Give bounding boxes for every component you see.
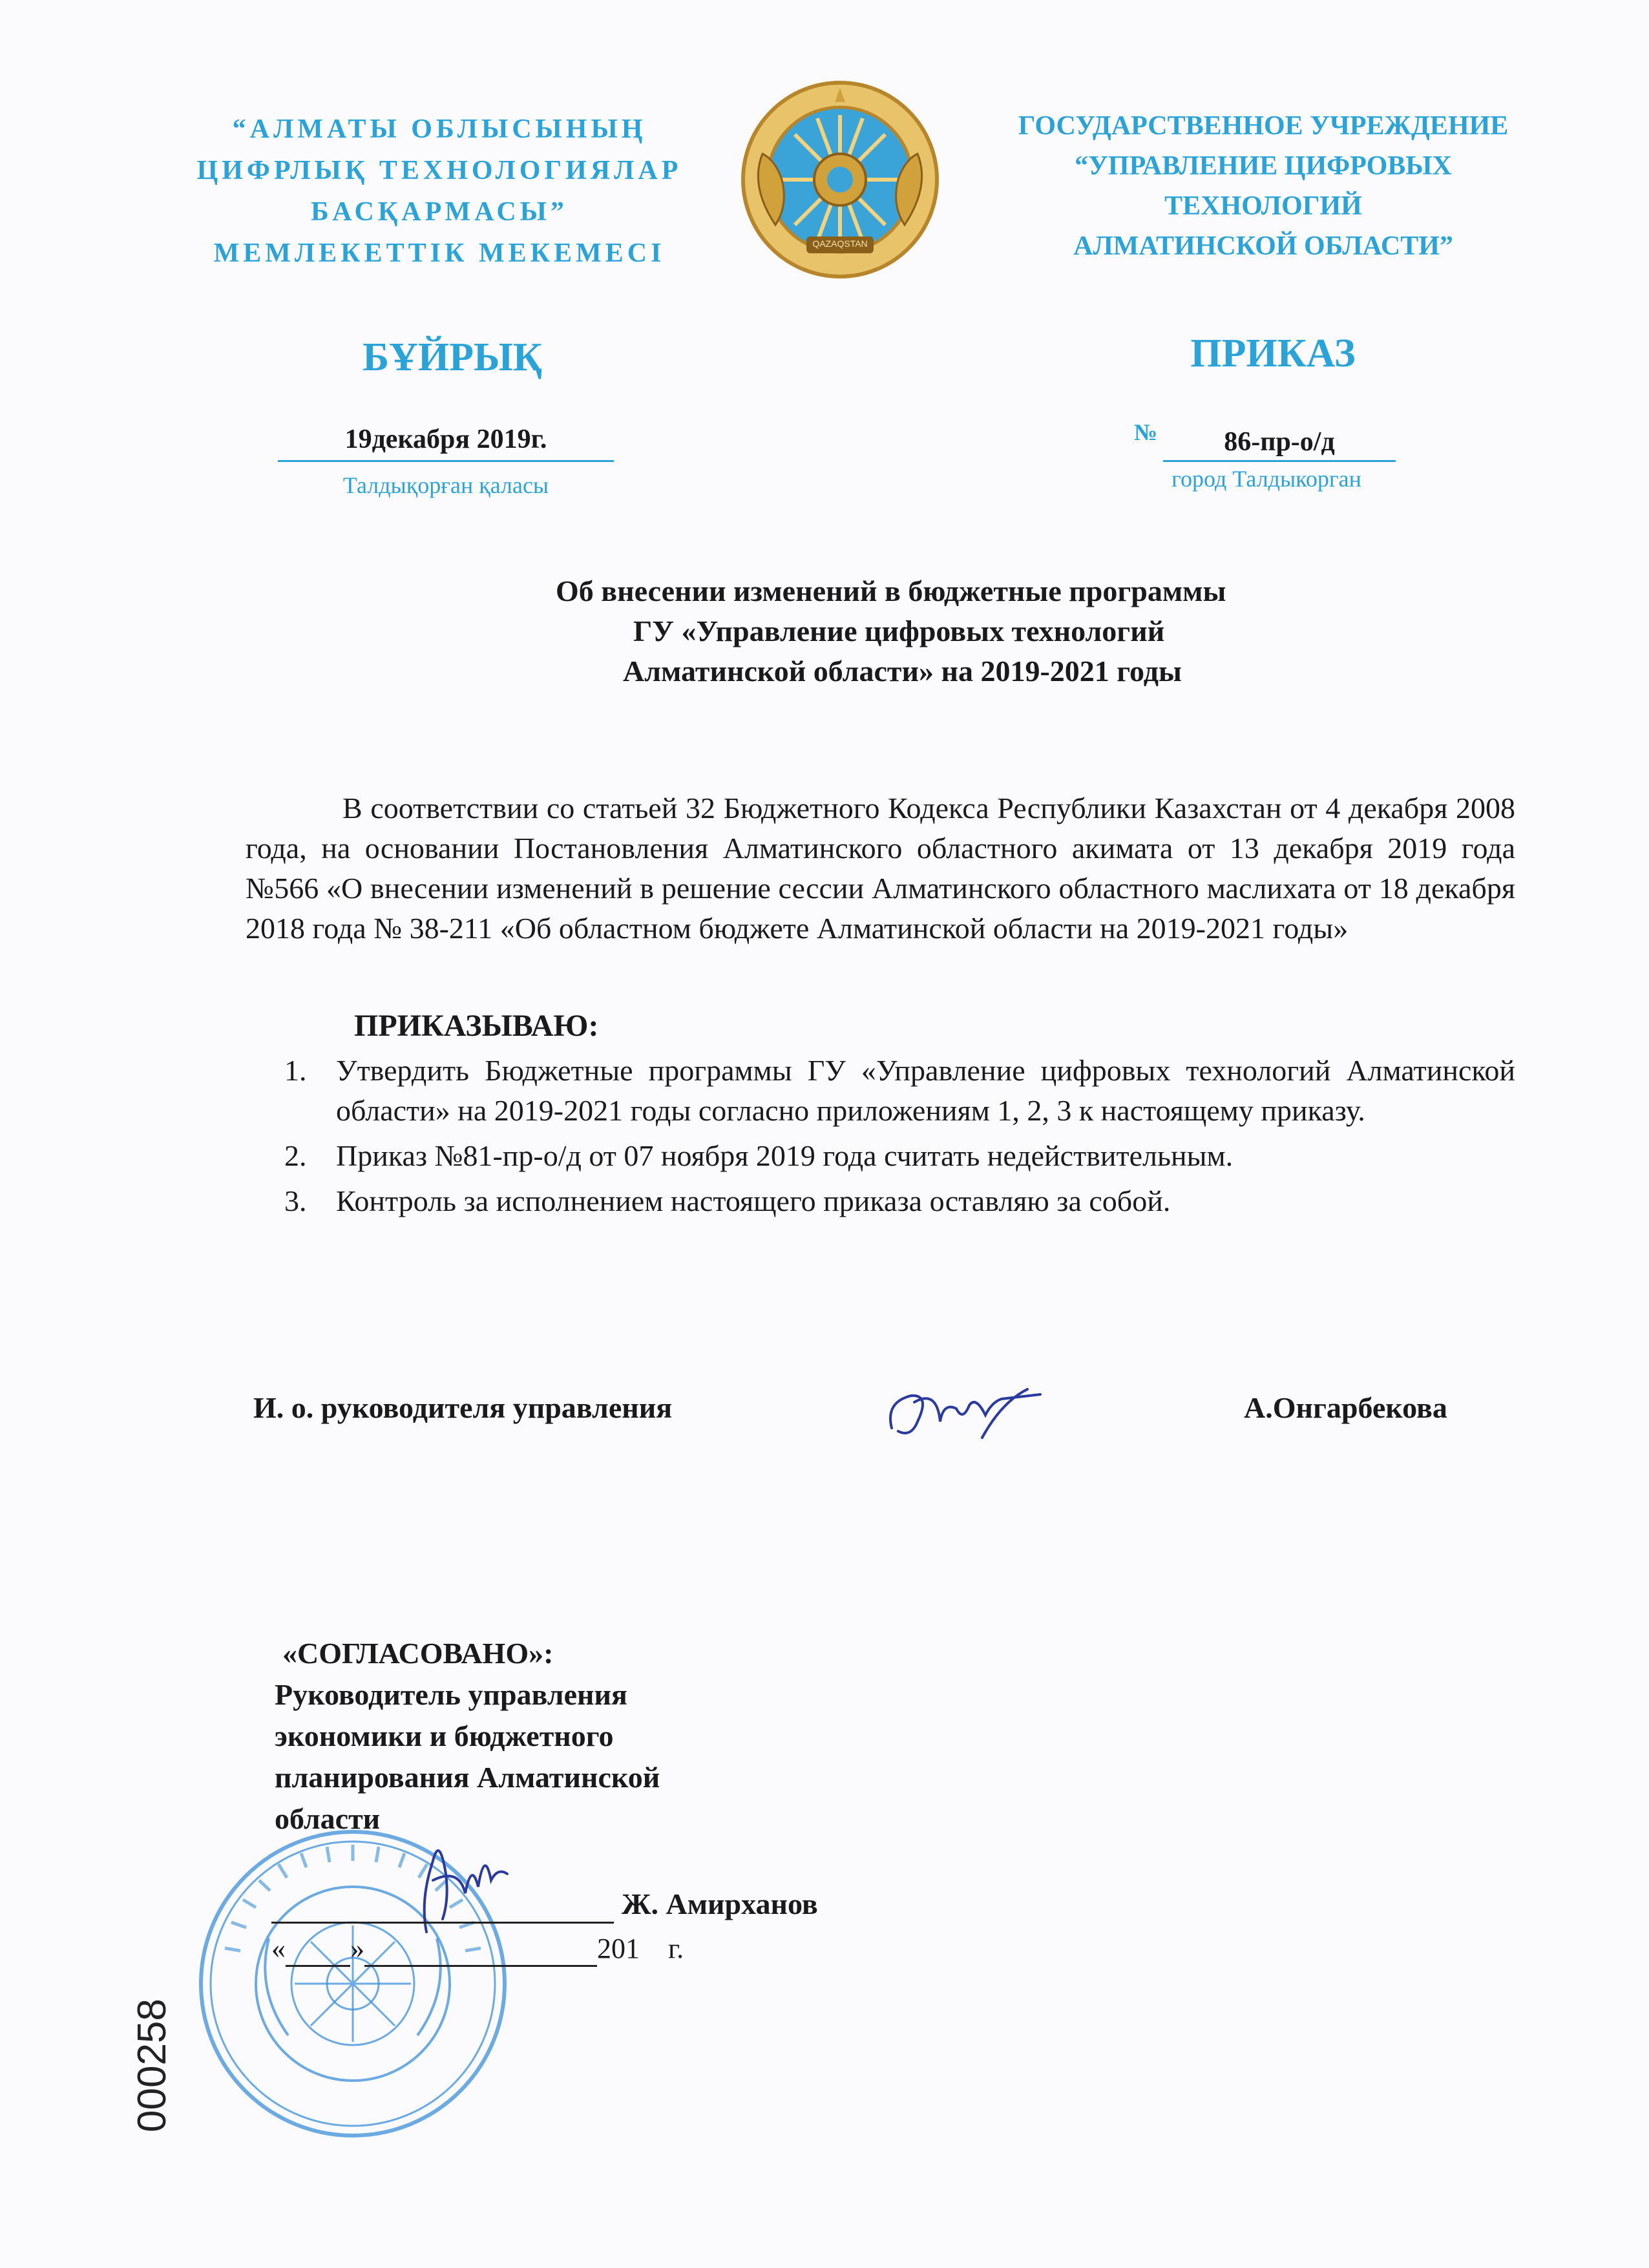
preamble-paragraph: В соответствии со статьей 32 Бюджетного Кодекса Республики Казахстан от 4 декабря 2008 года, на основании Постановления Алматинского областного акимата от 13 декабря 2019 года №566 «О внесении изменений в решение сессии Алматинского областного маслихата от 18 декабря 2018 года № 38-211 «Об областном бюджете Алматинской области на 2019-2021 годы» xyxy=(246,792,1515,945)
handwritten-signature-icon xyxy=(879,1376,1060,1447)
state-emblem-icon xyxy=(737,76,943,283)
ru-org-line-1: ГОСУДАРСТВЕННОЕ УЧРЕЖДЕНИЕ xyxy=(1018,111,1509,141)
signatory-name: А.Онгарбекова xyxy=(1244,1391,1447,1424)
date-close-quote: » xyxy=(350,1933,364,1964)
agreed-line-2: экономики и бюджетного xyxy=(275,1719,614,1752)
agreed-label: «СОГЛАСОВАНО»: xyxy=(282,1637,554,1670)
ru-organization-name xyxy=(956,106,1570,266)
day-blank xyxy=(286,1932,350,1967)
emblem-label: QAZAQSTAN xyxy=(812,238,868,249)
number-sign: № xyxy=(1134,419,1158,445)
kz-org-line-2: ЦИФРЛЫҚ ТЕХНОЛОГИЯЛАР xyxy=(196,156,682,185)
serial-number: 000258 xyxy=(130,1999,174,2132)
heading-line-1: Об внесении изменений в бюджетные программы xyxy=(556,574,1226,607)
city-ru: город Талдыкорган xyxy=(1171,466,1361,492)
date-open-quote: « xyxy=(271,1933,286,1964)
date-suffix: г. xyxy=(668,1933,684,1964)
list-item-number: 3. xyxy=(284,1184,307,1217)
month-blank xyxy=(364,1932,597,1967)
agreed-name: Ж. Амирханов xyxy=(622,1887,818,1920)
order-word: ПРИКАЗЫВАЮ: xyxy=(354,1009,599,1043)
date-year: 201 xyxy=(597,1933,640,1964)
kz-org-line-4: МЕМЛЕКЕТТІК МЕКЕМЕСІ xyxy=(213,238,666,268)
ru-org-line-3: ТЕХНОЛОГИЙ xyxy=(1164,191,1362,221)
agreed-block xyxy=(275,1633,660,1840)
list-item-text: Приказ №81-пр-о/д от 07 ноября 2019 года считать недействительным. xyxy=(336,1139,1234,1172)
list-item-text: Контроль за исполнением настоящего приказа оставляю за собой. xyxy=(336,1184,1171,1217)
order-items-list xyxy=(284,1051,1515,1226)
list-item xyxy=(284,1051,1515,1131)
agreed-line-3: планирования Алматинской xyxy=(275,1761,660,1794)
city-kz: Талдықорған қаласы xyxy=(342,472,549,498)
list-item-text: Утвердить Бюджетные программы ГУ «Управление цифровых технологий Алматинской области» на 2019-2021 годы согласно приложениям 1, 2, 3 к настоящему приказу. xyxy=(336,1054,1515,1127)
list-item xyxy=(284,1136,1515,1176)
doc-type-ru: ПРИКАЗ xyxy=(1190,331,1356,375)
kz-org-line-1: “АЛМАТЫ ОБЛЫСЫНЫҢ xyxy=(232,114,647,144)
kz-org-line-3: БАСҚАРМАСЫ” xyxy=(311,197,568,227)
doc-type-kz: БҰЙРЫҚ xyxy=(362,335,542,379)
list-item xyxy=(284,1181,1515,1221)
list-item-number: 1. xyxy=(284,1054,307,1087)
document-heading xyxy=(556,571,1460,691)
heading-line-3: Алматинской области» на 2019-2021 годы xyxy=(623,655,1182,688)
kz-organization-name xyxy=(149,109,730,274)
list-item-number: 2. xyxy=(284,1139,307,1172)
agreed-date-blank xyxy=(271,1932,684,1967)
agreed-line-4: области xyxy=(275,1802,381,1835)
order-number: 86-пр-о/д xyxy=(1224,427,1335,457)
agreed-signature-line xyxy=(271,1896,614,1924)
signatory-role: И. о. руководителя управления xyxy=(253,1391,673,1424)
order-date: 19декабря 2019г. xyxy=(344,425,547,454)
ru-org-line-4: АЛМАТИНСКОЙ ОБЛАСТИ” xyxy=(1073,231,1453,261)
agreed-line-1: Руководитель управления xyxy=(275,1678,627,1711)
heading-line-2: ГУ «Управление цифровых технологий xyxy=(633,614,1165,647)
ru-org-line-2: “УПРАВЛЕНИЕ ЦИФРОВЫХ xyxy=(1075,151,1452,181)
